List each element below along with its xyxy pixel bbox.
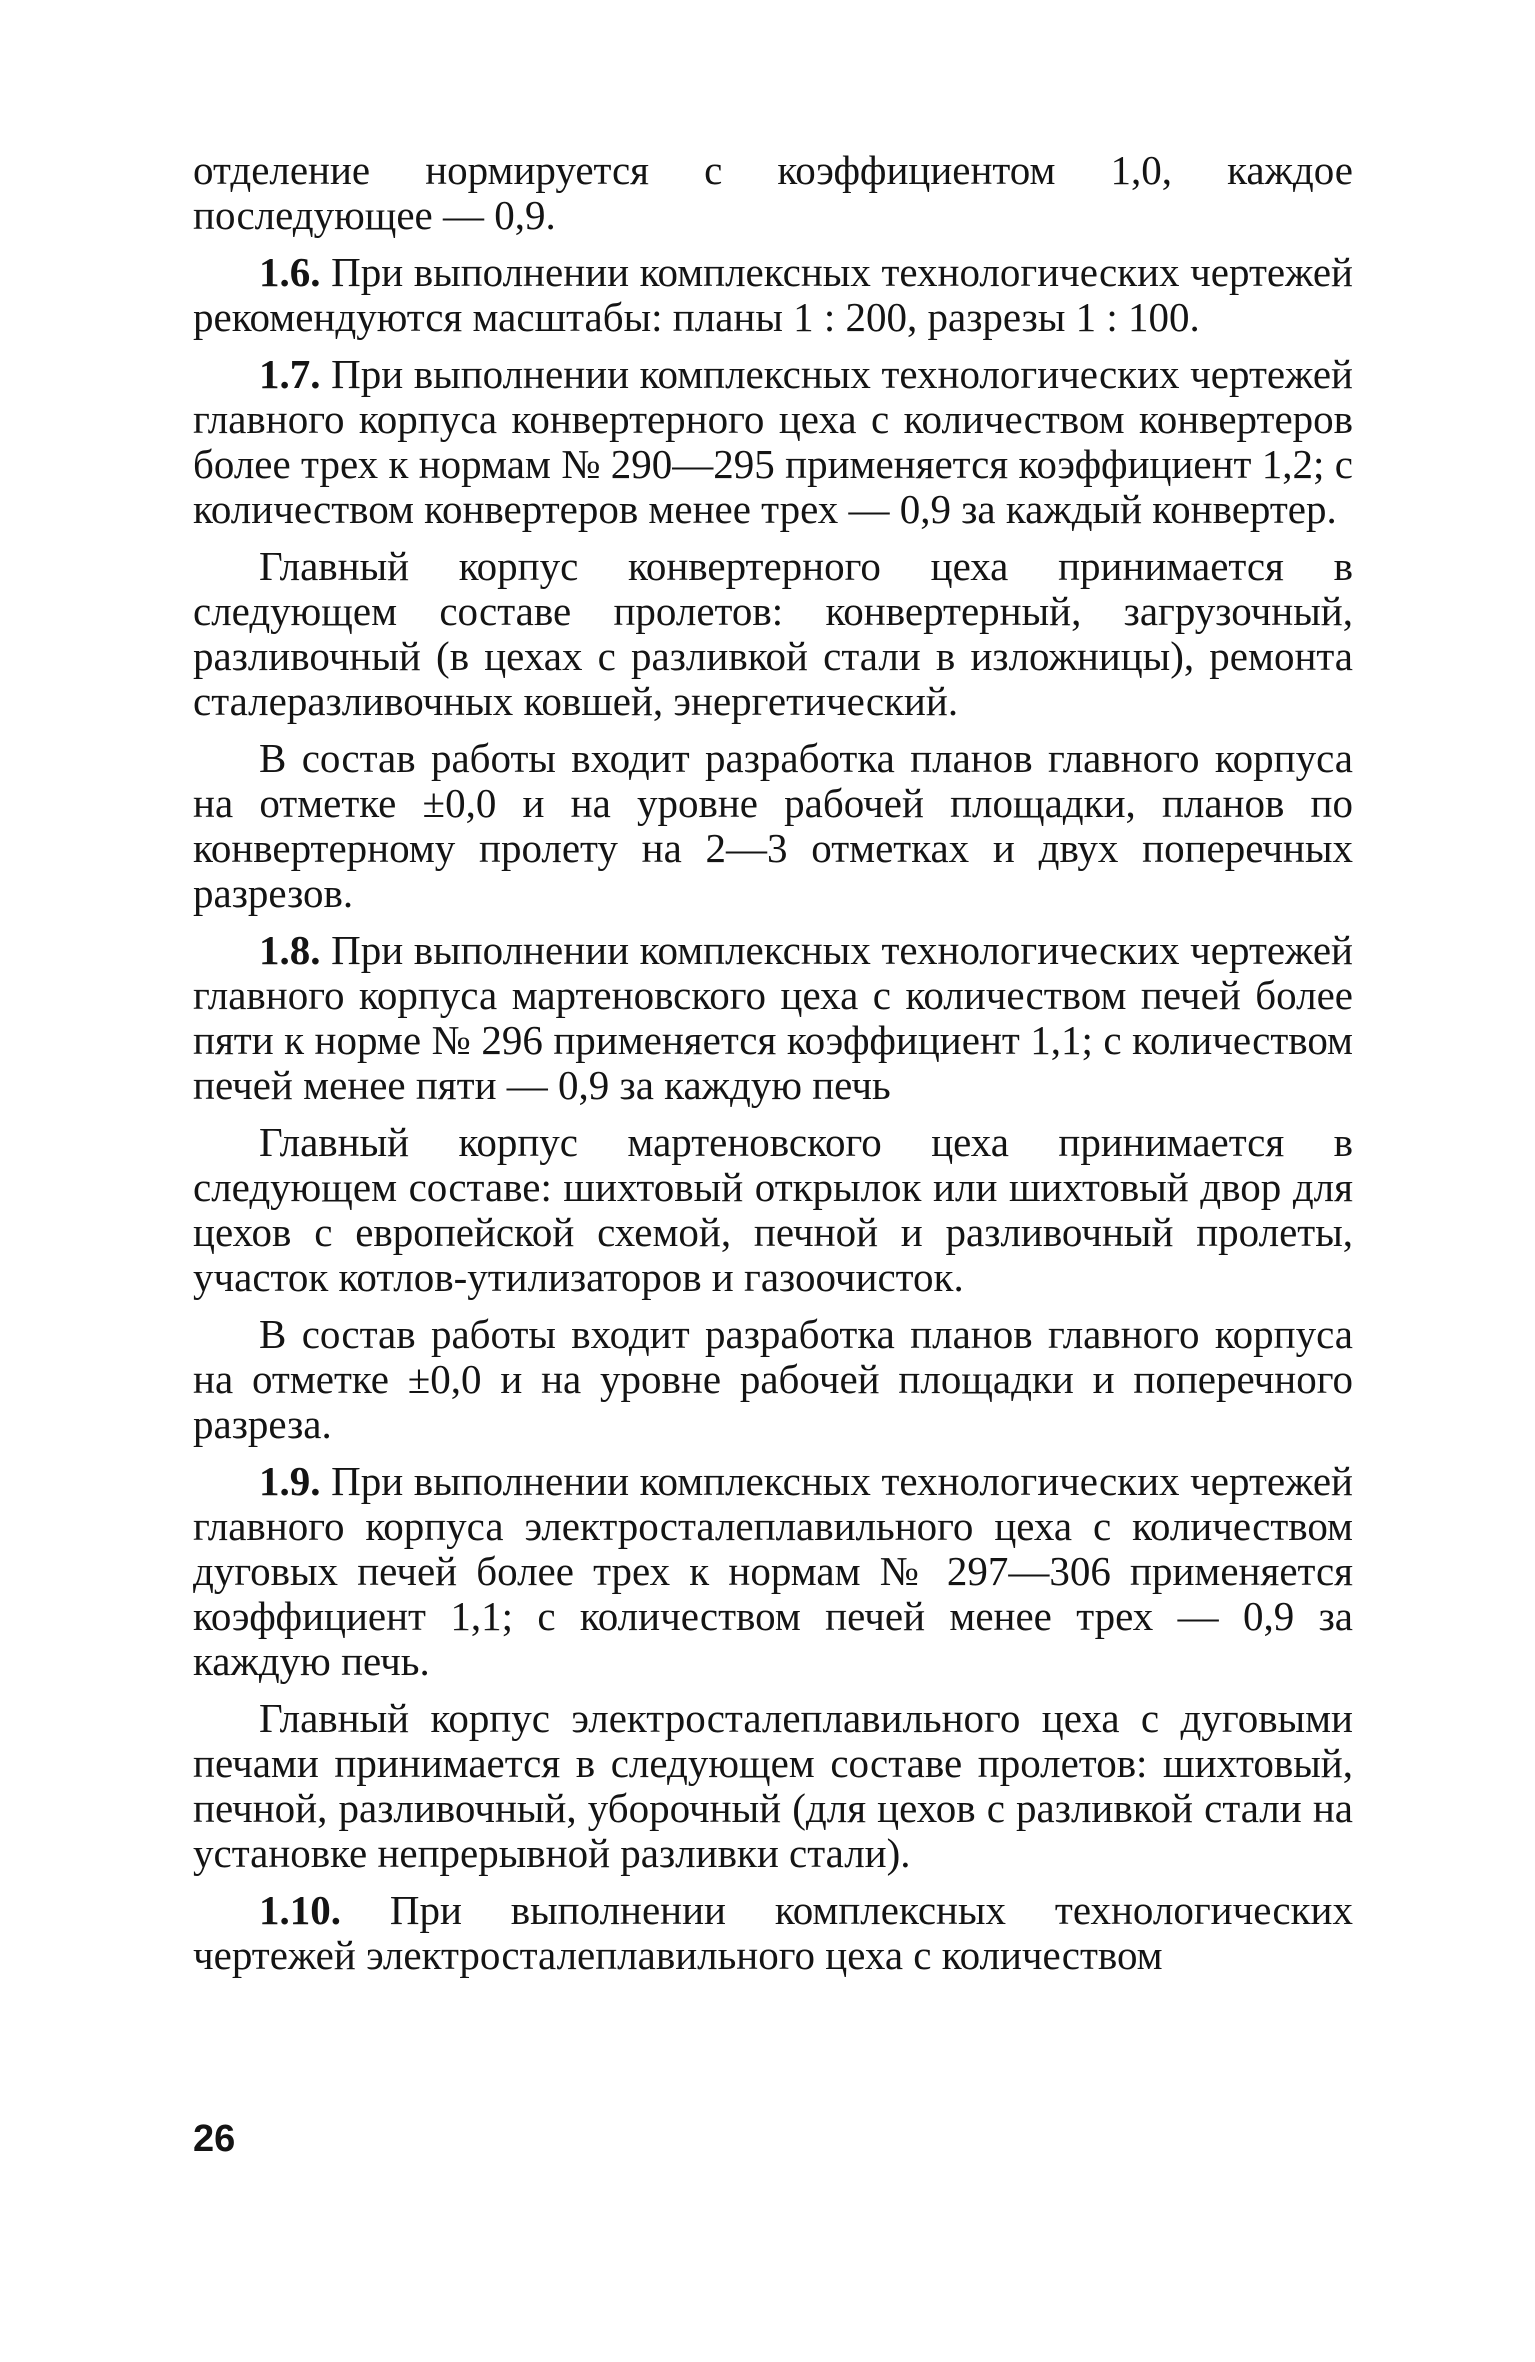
paragraph-1-10 bbox=[193, 1888, 1353, 1978]
paragraph-text: отделение нормируется с коэффициентом 1,0, каждое последующее — 0,9. bbox=[193, 147, 1353, 238]
paragraph-converter-composition bbox=[193, 544, 1353, 724]
paragraph-number: 1.10. bbox=[259, 1887, 341, 1933]
paragraph-open-hearth-composition bbox=[193, 1120, 1353, 1300]
paragraph-1-9 bbox=[193, 1459, 1353, 1684]
page-number: 26 bbox=[193, 2118, 236, 2160]
paragraph-number: 1.7. bbox=[259, 351, 321, 397]
paragraph-text: При выполнении комплексных технологических чертежей главного корпуса мартеновского цеха с количеством печей более пяти к норме № 296 применяется коэффициент 1,1; с количеством печей менее пяти — 0,9 за каждую печь bbox=[193, 927, 1353, 1108]
paragraph-text: Главный корпус мартеновского цеха принимается в следующем составе: шихтовый открылок или шихтовый двор для цехов с европейской схемой, печной и разливочный пролеты, участок котлов-утилизаторов и газоочисток. bbox=[193, 1119, 1353, 1300]
paragraph-text: В состав работы входит разработка планов главного корпуса на отметке ±0,0 и на уровне рабочей площадки, планов по конвертерному пролету на 2—3 отметках и двух поперечных разрезов. bbox=[193, 735, 1353, 916]
paragraph-continuation bbox=[193, 148, 1353, 238]
paragraph-number: 1.8. bbox=[259, 927, 321, 973]
paragraph-1-7 bbox=[193, 352, 1353, 532]
paragraph-1-6 bbox=[193, 250, 1353, 340]
paragraph-text: При выполнении комплексных технологических чертежей главного корпуса конвертерного цеха с количеством конвертеров более трех к нормам № 290—295 применяется коэффициент 1,2; с количеством конвертеров менее трех — 0,9 за каждый конвертер. bbox=[193, 351, 1353, 532]
paragraph-electric-composition bbox=[193, 1696, 1353, 1876]
paragraph-open-hearth-scope bbox=[193, 1312, 1353, 1447]
page-body bbox=[193, 148, 1353, 1990]
paragraph-text: При выполнении комплексных технологических чертежей главного корпуса электросталеплавильного цеха с количеством дуговых печей более трех к нормам № 297—306 применяется коэффициент 1,1; с количеством печей менее трех — 0,9 за каждую печь. bbox=[193, 1458, 1353, 1684]
paragraph-text: Главный корпус конвертерного цеха принимается в следующем составе пролетов: конвертерный, загрузочный, разливочный (в цехах с разливкой стали в изложницы), ремонта сталеразливочных ковшей, энергетический. bbox=[193, 543, 1353, 724]
paragraph-number: 1.9. bbox=[259, 1458, 321, 1504]
paragraph-converter-scope bbox=[193, 736, 1353, 916]
paragraph-text: Главный корпус электросталеплавильного цеха с дуговыми печами принимается в следующем составе пролетов: шихтовый, печной, разливочный, уборочный (для цехов с разливкой стали на установке непрерывной разливки стали). bbox=[193, 1695, 1353, 1876]
paragraph-number: 1.6. bbox=[259, 249, 321, 295]
paragraph-text: При выполнении комплексных технологических чертежей рекомендуются масштабы: планы 1 : 200, разрезы 1 : 100. bbox=[193, 249, 1353, 340]
paragraph-text: В состав работы входит разработка планов главного корпуса на отметке ±0,0 и на уровне рабочей площадки и поперечного разреза. bbox=[193, 1311, 1353, 1447]
paragraph-1-8 bbox=[193, 928, 1353, 1108]
paragraph-text: При выполнении комплексных технологических чертежей электросталеплавильного цеха с количеством bbox=[193, 1887, 1353, 1978]
